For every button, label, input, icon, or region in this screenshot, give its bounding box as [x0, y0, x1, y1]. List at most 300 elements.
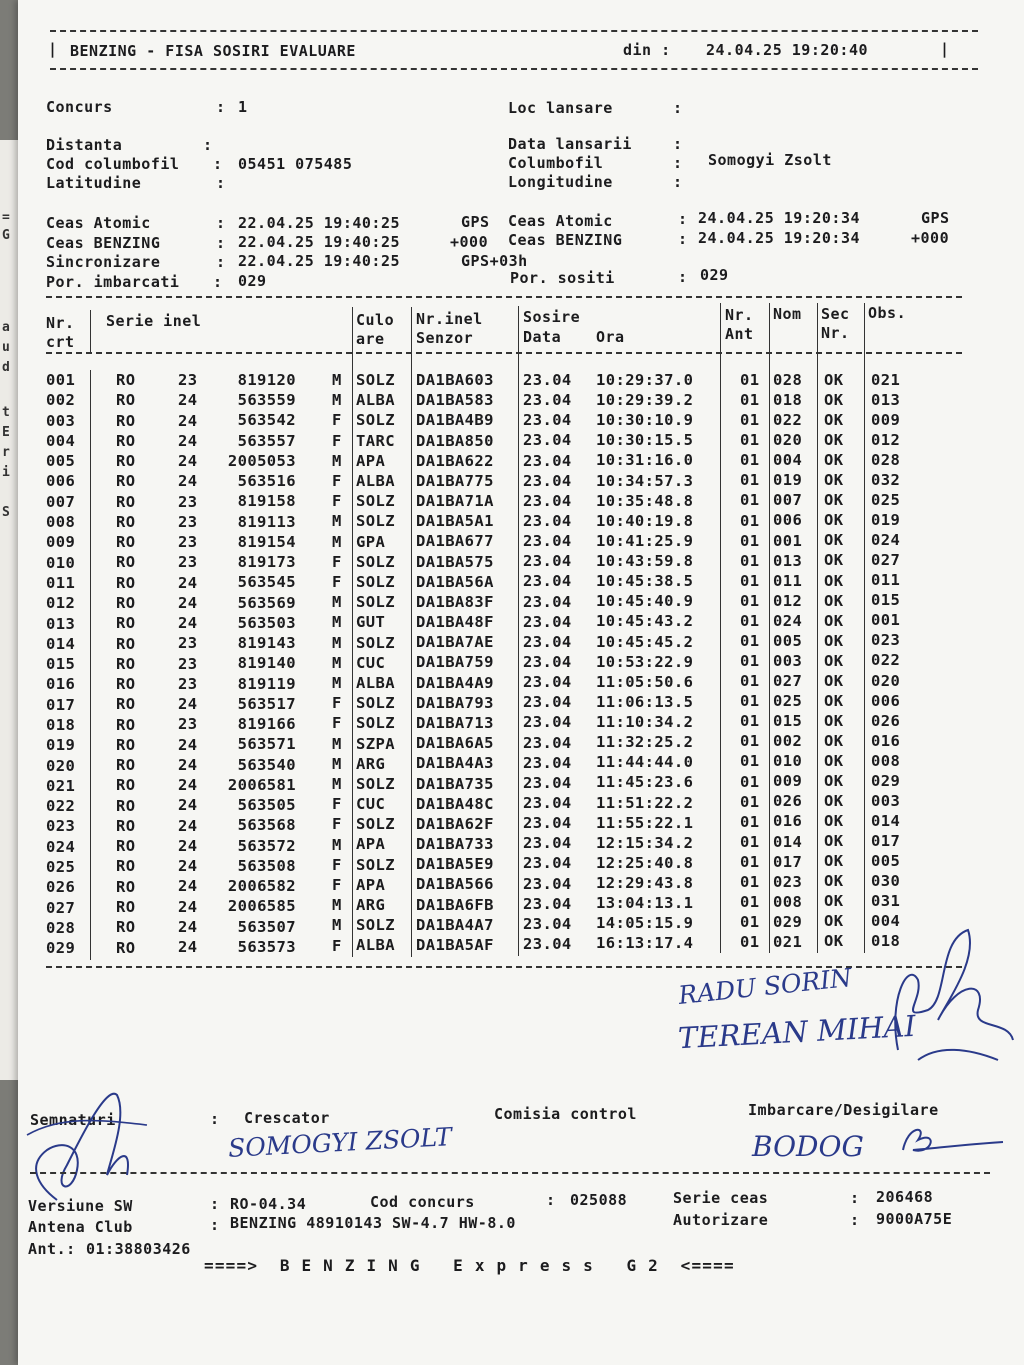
cell-inel: 2005053 [227, 451, 296, 470]
cell-culoare: SOLZ [356, 572, 395, 591]
cell-culoare: SOLZ [356, 694, 395, 713]
cell-senzor: DA1BA775 [416, 471, 494, 490]
cell-ora: 13:04:13.1 [596, 894, 694, 913]
cell-obs: 021 [871, 371, 901, 389]
cell-nom: 012 [773, 591, 803, 610]
cell-inel: 563557 [237, 431, 296, 450]
cell-sec: OK [824, 451, 844, 470]
col-divider-1 [90, 310, 91, 352]
cell-ora: 10:34:57.3 [596, 471, 694, 490]
cell-culoare: SOLZ [356, 371, 395, 389]
cell-ora: 11:32:25.2 [596, 733, 694, 752]
cell-ora: 11:06:13.5 [596, 692, 694, 711]
cell-culoare: ALBA [356, 936, 395, 955]
cell-nom: 029 [773, 912, 803, 931]
cell-an: 24 [178, 836, 198, 855]
cell-tara: RO [116, 756, 136, 775]
cell-obs: 003 [871, 791, 901, 810]
cell-senzor: DA1BA5A1 [416, 512, 494, 531]
cell-ant: 01 [740, 591, 760, 610]
cell-ant: 01 [740, 411, 760, 430]
table-top-rule [46, 296, 962, 298]
cell-crt: 018 [46, 715, 76, 734]
cell-senzor: DA1BA575 [416, 552, 494, 571]
cell-senzor: DA1BA6FB [416, 895, 494, 914]
cell-tara: RO [116, 816, 136, 835]
cell-inel: 2006581 [227, 775, 296, 794]
cell-ora: 11:05:50.6 [596, 672, 694, 691]
longitudine-label: Longitudine [508, 173, 613, 191]
cell-sec: OK [824, 591, 844, 610]
cell-an: 24 [178, 593, 198, 612]
cell-an: 24 [178, 938, 198, 956]
cell-ant: 01 [740, 471, 760, 490]
cell-sex: M [332, 633, 342, 652]
cell-inel: 563508 [237, 856, 296, 875]
ceas-benzing-right: 24.04.25 19:20:34 [698, 229, 861, 247]
cell-ant: 01 [740, 752, 760, 771]
cell-senzor: DA1BA603 [416, 371, 494, 389]
cell-obs: 008 [871, 751, 901, 770]
cell-sec: OK [824, 812, 844, 831]
cell-senzor: DA1BA48F [416, 613, 494, 632]
cell-data: 23.04 [523, 914, 572, 933]
th-nr-inel-2: Senzor [416, 329, 474, 347]
cell-inel: 819143 [237, 634, 296, 653]
cell-sec: OK [824, 852, 844, 871]
cell-ant: 01 [740, 852, 760, 871]
cell-an: 24 [178, 897, 198, 916]
ceas-atomic-label: Ceas Atomic [46, 214, 151, 232]
cell-ora: 12:25:40.8 [596, 853, 694, 872]
cell-ant: 01 [740, 451, 760, 470]
cell-obs: 004 [871, 911, 901, 930]
header-bottom-rule [50, 68, 978, 70]
cell-obs: 024 [871, 531, 901, 550]
cell-crt: 010 [46, 553, 76, 572]
cell-nom: 006 [773, 511, 803, 530]
imbarcare-signature-scribble [898, 1120, 1008, 1164]
cell-nom: 021 [773, 932, 803, 951]
cell-culoare: GPA [356, 532, 386, 551]
cell-nom: 016 [773, 812, 803, 831]
por-sositi-value: 029 [700, 266, 729, 284]
cell-an: 24 [178, 695, 198, 714]
cell-sec: OK [824, 751, 844, 770]
cell-culoare: SOLZ [356, 593, 395, 612]
cell-tara: RO [116, 492, 136, 511]
cell-obs: 030 [871, 871, 901, 890]
cell-ant: 01 [740, 913, 760, 932]
ceas-atomic-right-suffix: GPS [921, 209, 950, 227]
table-header-rule [46, 352, 962, 354]
cell-culoare: SOLZ [356, 512, 395, 531]
ceas-benzing-right-suffix: +000 [911, 229, 950, 247]
cell-ora: 10:30:10.9 [596, 411, 694, 430]
table-row [18, 431, 1024, 451]
cell-sex: F [332, 472, 342, 491]
cell-sex: M [332, 896, 342, 915]
cell-inel: 563571 [237, 735, 296, 754]
table-row [18, 390, 1024, 410]
cell-crt: 028 [46, 918, 76, 937]
cell-an: 23 [178, 715, 198, 734]
cell-tara: RO [116, 573, 136, 592]
ceas-benzing-label: Ceas BENZING [46, 234, 161, 252]
distanta-label: Distanta [46, 136, 123, 154]
autorizare-label: Autorizare [673, 1211, 769, 1229]
cell-culoare: APA [356, 875, 386, 894]
table-row [18, 370, 1024, 390]
cell-culoare: SOLZ [356, 855, 395, 874]
cell-ant: 01 [740, 892, 760, 911]
cell-nom: 015 [773, 712, 803, 731]
cell-sec: OK [824, 731, 844, 750]
antena-club-value: BENZING 48910143 SW-4.7 HW-8.0 [230, 1214, 516, 1232]
cell-nom: 010 [773, 752, 803, 771]
comisia-control-label: Comisia control [494, 1105, 637, 1123]
cell-ora: 10:43:59.8 [596, 552, 694, 571]
concurs-colon: : [216, 98, 226, 116]
cell-ora: 10:30:15.5 [596, 431, 694, 450]
header-datetime: 24.04.25 19:20:40 [706, 41, 869, 59]
cell-sex: M [332, 754, 342, 773]
cell-senzor: DA1BA793 [416, 693, 494, 712]
cell-sec: OK [824, 611, 844, 630]
th-sec-2: Nr. [821, 324, 850, 342]
th-nr-ant-2: Ant [725, 325, 754, 343]
cell-culoare: ALBA [356, 673, 395, 692]
cell-tara: RO [116, 553, 136, 572]
cell-an: 24 [178, 391, 198, 410]
cell-obs: 023 [871, 631, 901, 650]
autorizare-value: 9000A75E [876, 1210, 953, 1228]
cell-ora: 10:29:37.0 [596, 371, 694, 389]
cell-obs: 022 [871, 651, 901, 670]
cell-inel: 563540 [237, 755, 296, 774]
cell-tara: RO [116, 675, 136, 694]
cell-inel: 563505 [237, 796, 296, 815]
table-row [18, 492, 1024, 512]
cell-ora: 10:41:25.9 [596, 531, 694, 550]
th-culoare-1: Culo [356, 311, 395, 329]
cell-data: 23.04 [523, 693, 572, 712]
cell-senzor: DA1BA735 [416, 774, 494, 793]
cell-senzor: DA1BA4A9 [416, 673, 494, 692]
cell-ora: 10:40:19.8 [596, 511, 694, 530]
cell-senzor: DA1BA7AE [416, 633, 494, 652]
cell-sex: M [332, 734, 342, 753]
ceas-atomic-right: 24.04.25 19:20:34 [698, 209, 861, 227]
cell-sex: M [332, 593, 342, 612]
cell-obs: 001 [871, 611, 901, 630]
cell-an: 24 [178, 411, 198, 430]
cell-data: 23.04 [523, 935, 572, 953]
cell-inel: 563516 [237, 472, 296, 491]
cell-ora: 11:51:22.2 [596, 793, 694, 812]
cell-tara: RO [116, 837, 136, 856]
cell-sex: M [332, 532, 342, 551]
cell-tara: RO [116, 431, 136, 450]
antena-club-colon: : [210, 1216, 220, 1234]
cell-nom: 024 [773, 611, 803, 630]
cell-senzor: DA1BA759 [416, 653, 494, 672]
commission-signature-scribble [878, 920, 1018, 1064]
th-sec-1: Sec [821, 305, 850, 323]
cell-sex: M [332, 613, 342, 632]
cell-inel: 563542 [237, 411, 296, 430]
cell-nom: 025 [773, 692, 803, 711]
cell-obs: 017 [871, 831, 901, 850]
cell-ora: 10:35:48.8 [596, 491, 694, 510]
cell-an: 24 [178, 816, 198, 835]
cell-sex: F [332, 411, 342, 430]
cell-tara: RO [116, 472, 136, 491]
cell-inel: 563507 [237, 917, 296, 936]
cell-ora: 12:15:34.2 [596, 833, 694, 852]
cell-nom: 020 [773, 431, 803, 450]
brand-line: ====> B E N Z I N G E x p r e s s G 2 <==== [204, 1256, 735, 1275]
cell-obs: 018 [871, 931, 901, 950]
cell-senzor: DA1BA583 [416, 391, 494, 410]
cell-tara: RO [116, 796, 136, 815]
ceas-benzing-colon: : [216, 234, 226, 252]
versiune-sw-label: Versiune SW [28, 1197, 133, 1215]
loc-lansare-colon: : [673, 99, 683, 117]
cell-culoare: ALBA [356, 471, 395, 490]
cell-ant: 01 [740, 652, 760, 671]
handwritten-commission-2: TEREAN MIHAI [677, 1008, 917, 1056]
cell-ora: 14:05:15.9 [596, 914, 694, 933]
cell-ora: 11:10:34.2 [596, 713, 694, 732]
th-nr-crt-1: Nr. [46, 314, 75, 332]
sincronizare-colon: : [216, 253, 226, 271]
th-nr-crt-2: crt [46, 333, 75, 351]
cell-sec: OK [824, 431, 844, 450]
cell-inel: 819120 [237, 371, 296, 389]
cell-ora: 10:45:43.2 [596, 612, 694, 631]
cell-sec: OK [824, 391, 844, 410]
cell-nom: 022 [773, 411, 803, 430]
cell-culoare: ARG [356, 896, 386, 915]
cell-an: 24 [178, 452, 198, 470]
cell-sec: OK [824, 932, 844, 951]
cell-data: 23.04 [523, 874, 572, 893]
cod-concurs-value: 025088 [570, 1191, 628, 1209]
cell-crt: 022 [46, 797, 76, 816]
cell-crt: 027 [46, 898, 76, 917]
cell-inel: 819166 [237, 715, 296, 734]
cell-an: 24 [178, 431, 198, 450]
th-serie-inel: Serie inel [106, 312, 202, 330]
cell-ora: 11:55:22.1 [596, 813, 694, 832]
cell-data: 23.04 [523, 794, 572, 812]
cell-an: 24 [178, 796, 198, 815]
latitudine-colon: : [216, 174, 226, 192]
cell-ant: 01 [740, 531, 760, 550]
cell-inel: 563559 [237, 391, 296, 410]
ceas-benzing-left-suffix: +000 [450, 233, 489, 251]
cell-crt: 019 [46, 736, 76, 755]
cell-sex: M [332, 775, 342, 794]
columbofil-colon: : [673, 154, 683, 172]
th-nr-ant-1: Nr. [725, 306, 754, 324]
semnaturi-colon: : [210, 1110, 220, 1128]
cell-obs: 025 [871, 491, 901, 510]
cell-crt: 021 [46, 776, 76, 795]
serie-ceas-label: Serie ceas [673, 1189, 769, 1207]
cell-crt: 024 [46, 837, 76, 856]
cell-obs: 005 [871, 851, 901, 870]
data-lansarii-label: Data lansarii [508, 135, 632, 153]
cell-senzor: DA1BA83F [416, 592, 494, 611]
cell-sex: F [332, 714, 342, 733]
cell-obs: 031 [871, 891, 901, 910]
cell-obs: 019 [871, 511, 901, 530]
concurs-label: Concurs [46, 98, 113, 116]
serie-ceas-value: 206468 [876, 1188, 934, 1206]
cell-obs: 014 [871, 811, 901, 830]
cell-ant: 01 [740, 631, 760, 650]
cell-nom: 014 [773, 832, 803, 851]
crescator-label: Crescator [244, 1109, 330, 1127]
cell-ant: 01 [740, 431, 760, 450]
cell-data: 23.04 [523, 512, 572, 530]
cell-data: 23.04 [523, 411, 572, 430]
ceas-atomic-left: 22.04.25 19:40:25 [238, 214, 401, 232]
cell-inel: 819154 [237, 532, 296, 551]
cell-obs: 020 [871, 671, 901, 690]
cell-data: 23.04 [523, 894, 572, 913]
cell-inel: 563545 [237, 573, 296, 592]
cell-ant: 01 [740, 371, 760, 389]
cell-ora: 16:13:17.4 [596, 934, 694, 953]
cell-tara: RO [116, 411, 136, 430]
cell-culoare: SZPA [356, 734, 395, 753]
por-imbarcati-value: 029 [238, 272, 267, 290]
cell-sex: M [332, 653, 342, 672]
cell-senzor: DA1BA5AF [416, 935, 494, 954]
cell-data: 23.04 [523, 491, 572, 510]
footer-top-rule [30, 1172, 990, 1174]
cell-data: 23.04 [523, 371, 572, 389]
cell-ant: 01 [740, 391, 760, 410]
cell-obs: 016 [871, 731, 901, 750]
cell-culoare: SOLZ [356, 714, 395, 733]
cell-ant: 01 [740, 511, 760, 530]
cell-culoare: CUC [356, 795, 386, 814]
header-din-label: din : [623, 41, 671, 59]
cell-sec: OK [824, 872, 844, 891]
cell-culoare: APA [356, 835, 386, 854]
cell-crt: 029 [46, 939, 76, 958]
cell-inel: 819173 [237, 553, 296, 572]
cell-sec: OK [824, 511, 844, 530]
loc-lansare-label: Loc lansare [508, 99, 613, 117]
cell-crt: 013 [46, 614, 76, 633]
header-right-bar: | [940, 40, 950, 58]
cell-an: 24 [178, 755, 198, 774]
cell-crt: 017 [46, 695, 76, 714]
cell-sex: F [332, 795, 342, 814]
cell-sec: OK [824, 711, 844, 730]
cell-data: 23.04 [523, 632, 572, 651]
cell-inel: 819119 [237, 674, 296, 693]
cell-inel: 563569 [237, 593, 296, 612]
cell-an: 24 [178, 877, 198, 896]
cell-sex: F [332, 936, 342, 955]
cell-an: 23 [178, 674, 198, 693]
cell-culoare: SOLZ [356, 552, 395, 571]
th-nom: Nom [773, 305, 802, 323]
cell-an: 24 [178, 735, 198, 754]
cell-crt: 011 [46, 573, 76, 592]
versiune-sw-value: RO-04.34 [230, 1195, 307, 1213]
cell-culoare: SOLZ [356, 774, 395, 793]
cell-senzor: DA1BA4A7 [416, 915, 494, 934]
cell-inel: 563572 [237, 836, 296, 855]
cell-culoare: ARG [356, 754, 386, 773]
cell-inel: 2006585 [227, 897, 296, 916]
cell-nom: 019 [773, 471, 803, 490]
cell-ant: 01 [740, 872, 760, 891]
columbofil-label: Columbofil [508, 154, 604, 172]
cell-an: 23 [178, 492, 198, 511]
cell-sec: OK [824, 551, 844, 570]
th-data: Data [523, 328, 562, 346]
table-row [18, 411, 1024, 431]
cell-inel: 563573 [237, 937, 296, 956]
ceas-benzing-right-colon: : [678, 230, 688, 248]
cell-sex: M [332, 916, 342, 935]
cell-senzor: DA1BA850 [416, 431, 494, 450]
cell-ora: 10:45:38.5 [596, 572, 694, 591]
cell-senzor: DA1BA62F [416, 814, 494, 833]
cell-senzor: DA1BA5E9 [416, 855, 494, 874]
cell-sex: M [332, 674, 342, 693]
cell-obs: 027 [871, 551, 901, 570]
cell-ora: 10:31:16.0 [596, 451, 694, 470]
ceas-atomic-right-colon: : [678, 210, 688, 228]
cell-inel: 2006582 [227, 877, 296, 896]
cell-crt: 007 [46, 492, 76, 511]
cell-crt: 012 [46, 594, 76, 613]
cod-columbofil-colon: : [213, 155, 223, 173]
versiune-sw-colon: : [210, 1195, 220, 1213]
semnaturi-label: Semnaturi [30, 1111, 116, 1129]
cell-inel: 563503 [237, 613, 296, 632]
cell-ant: 01 [740, 491, 760, 510]
cell-an: 24 [178, 573, 198, 592]
columbofil-value: Somogyi Zsolt [708, 151, 832, 169]
cell-data: 23.04 [523, 733, 572, 752]
cell-inel: 819113 [237, 512, 296, 531]
cell-ant: 01 [740, 712, 760, 731]
cell-an: 24 [178, 917, 198, 936]
cell-sex: M [332, 512, 342, 531]
cell-sex: M [332, 835, 342, 854]
cell-nom: 007 [773, 491, 803, 510]
sincronizare-label: Sincronizare [46, 253, 161, 271]
cell-tara: RO [116, 898, 136, 917]
cell-ant: 01 [740, 933, 760, 952]
cell-nom: 004 [773, 451, 803, 470]
cell-sex: F [332, 815, 342, 834]
cell-tara: RO [116, 593, 136, 612]
cell-culoare: APA [356, 451, 386, 470]
cell-sec: OK [824, 832, 844, 851]
cell-ant: 01 [740, 792, 760, 811]
